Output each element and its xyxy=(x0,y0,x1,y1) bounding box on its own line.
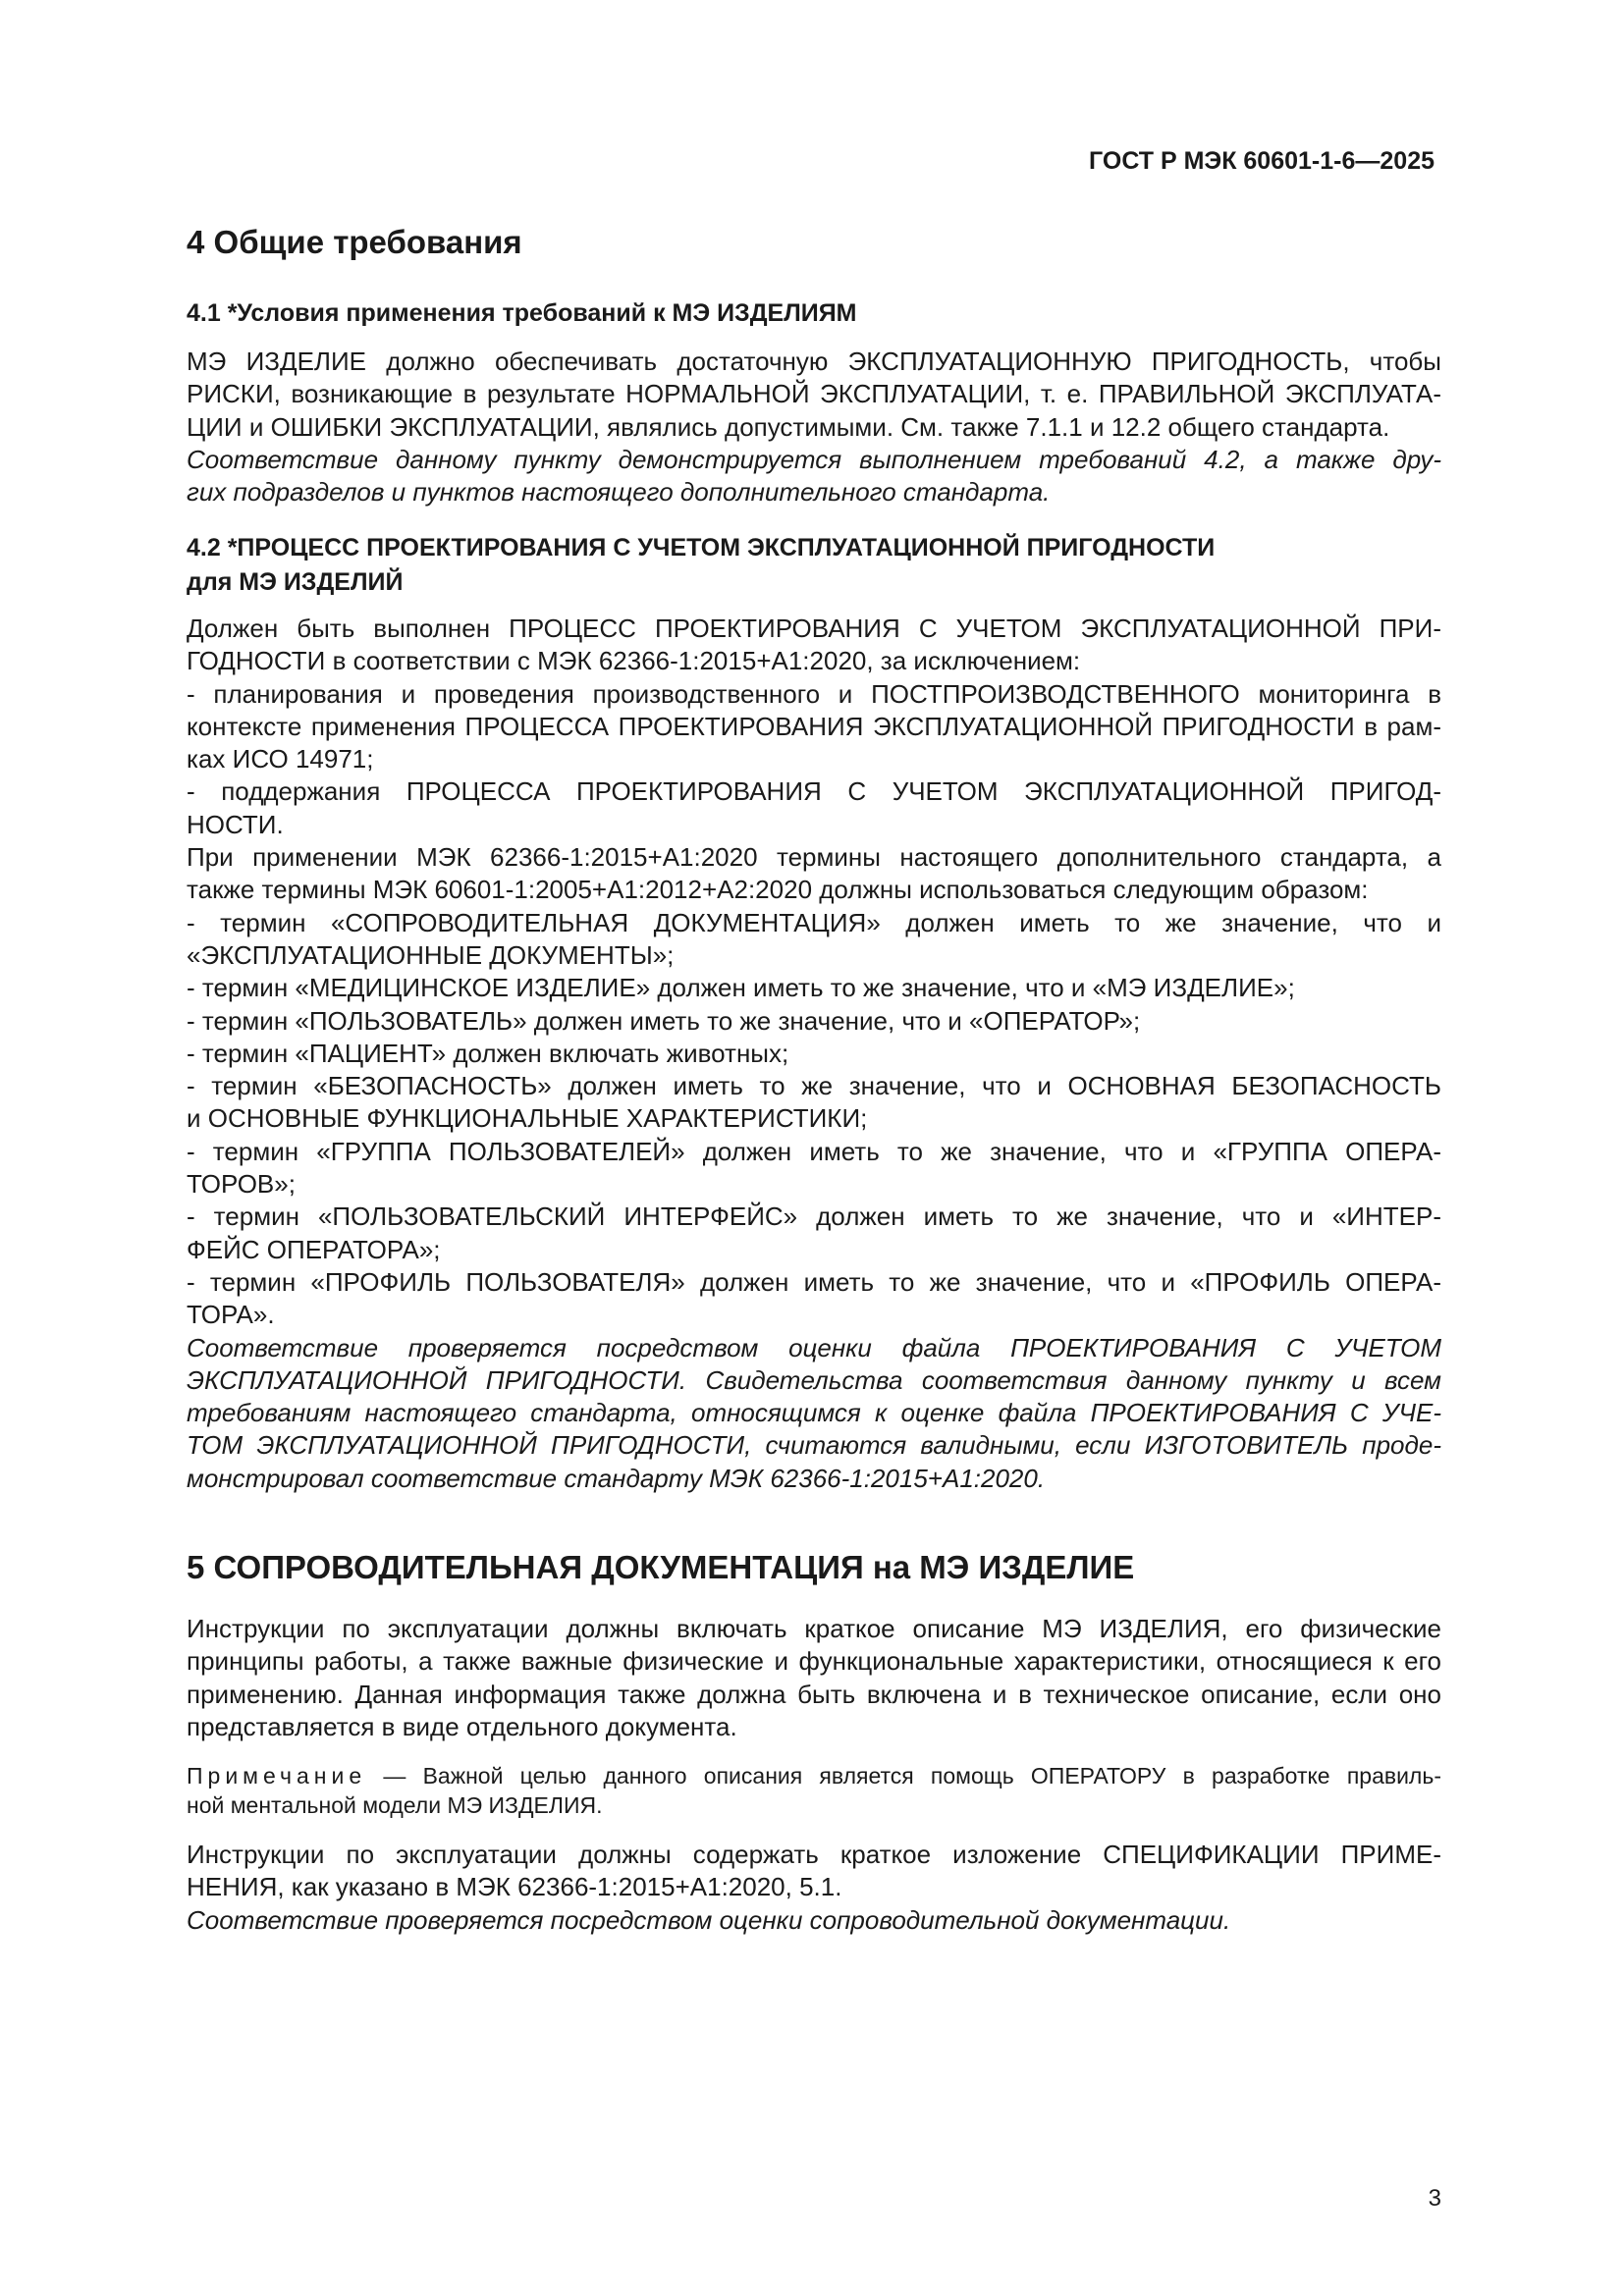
section-4-title: 4 Общие требования xyxy=(187,224,522,260)
note-line-1 xyxy=(187,1761,1441,1790)
subsection-4-1-body xyxy=(187,346,1441,508)
text-line: - термин «ГРУППА ПОЛЬЗОВАТЕЛЕЙ» должен иметь то же значение, что и «ГРУППА ОПЕРА- xyxy=(187,1136,1441,1166)
note-block xyxy=(187,1761,1441,1820)
compliance-text: Соответствие проверяется посредством оценки сопроводительной документации. xyxy=(187,1904,1231,1935)
text-line: «ЭКСПЛУАТАЦИОННЫЕ ДОКУМЕНТЫ»; xyxy=(187,939,675,970)
subsection-4-2-title-line1: 4.2 *ПРОЦЕСС ПРОЕКТИРОВАНИЯ С УЧЕТОМ ЭКСПЛУАТАЦИОННОЙ ПРИГОДНОСТИ xyxy=(187,534,1216,561)
subsection-4-2-body xyxy=(187,613,1441,1495)
compliance-text: Соответствие проверяется посредством оценки файла ПРОЕКТИРОВАНИЯ С УЧЕТОМ xyxy=(187,1332,1441,1362)
subsection-4-2-title xyxy=(187,531,1443,600)
text-line: - термин «ПОЛЬЗОВАТЕЛЬСКИЙ ИНТЕРФЕЙС» должен иметь то же значение, что и «ИНТЕР- xyxy=(187,1201,1441,1232)
text-line: представляется в виде отдельного документа. xyxy=(187,1711,737,1741)
text-line: также термины МЭК 60601-1:2005+А1:2012+А2:2020 должны использоваться следующим образом: xyxy=(187,875,1369,905)
text-line: - термин «ПОЛЬЗОВАТЕЛЬ» должен иметь то же значение, что и «ОПЕРАТОР»; xyxy=(187,1005,1141,1036)
compliance-text: монстрировал соответствие стандарту МЭК 62366-1:2015+А1:2020. xyxy=(187,1463,1046,1493)
compliance-text: ТОМ ЭКСПЛУАТАЦИОННОЙ ПРИГОДНОСТИ, считаются валидными, если ИЗГОТОВИТЕЛЬ продe- xyxy=(187,1430,1441,1461)
text-line: принципы работы, а также важные физические и функциональные характеристики, относящиеся к его xyxy=(187,1646,1441,1677)
text-line: - поддержания ПРОЦЕССА ПРОЕКТИРОВАНИЯ С УЧЕТОМ ЭКСПЛУАТАЦИОННОЙ ПРИГОД- xyxy=(187,776,1441,807)
text-line: применению. Данная информация также должна быть включена и в техническое описание, если оно xyxy=(187,1679,1441,1709)
text-line: При применении МЭК 62366-1:2015+А1:2020 термины настоящего дополнительного стандарта, а xyxy=(187,842,1441,873)
section-5-title: 5 СОПРОВОДИТЕЛЬНАЯ ДОКУМЕНТАЦИЯ на МЭ ИЗДЕЛИЕ xyxy=(187,1549,1135,1585)
text-line: НЕНИЯ, как указано в МЭК 62366-1:2015+А1:2020, 5.1. xyxy=(187,1872,842,1902)
text-line: ТОРА». xyxy=(187,1300,275,1330)
text-line: - термин «БЕЗОПАСНОСТЬ» должен иметь то же значение, что и ОСНОВНАЯ БЕЗОПАСНОСТЬ xyxy=(187,1071,1441,1101)
page-number: 3 xyxy=(1428,2185,1441,2212)
text-line: контексте применения ПРОЦЕССА ПРОЕКТИРОВАНИЯ ЭКСПЛУАТАЦИОННОЙ ПРИГОДНОСТИ в рам- xyxy=(187,711,1441,741)
section-5-para1 xyxy=(187,1613,1441,1743)
note-line-2: ной ментальной модели МЭ ИЗДЕЛИЯ. xyxy=(187,1792,603,1818)
text-line: Инструкции по эксплуатации должны включать краткое описание МЭ ИЗДЕЛИЯ, его физические xyxy=(187,1614,1441,1643)
text-line: Инструкции по эксплуатации должны содержать краткое изложение СПЕЦИФИКАЦИИ ПРИМЕ- xyxy=(187,1840,1441,1869)
compliance-text: требованиям настоящего стандарта, относящимся к оценке файла ПРОЕКТИРОВАНИЯ С УЧЕ- xyxy=(187,1398,1441,1428)
text-line: - термин «ПРОФИЛЬ ПОЛЬЗОВАТЕЛЯ» должен иметь то же значение, что и «ПРОФИЛЬ ОПЕРА- xyxy=(187,1266,1441,1297)
text-line: и ОСНОВНЫЕ ФУНКЦИОНАЛЬНЫЕ ХАРАКТЕРИСТИКИ; xyxy=(187,1103,868,1134)
text-line: РИСКИ, возникающие в результате НОРМАЛЬНОЙ ЭКСПЛУАТАЦИИ, т. е. ПРАВИЛЬНОЙ ЭКСПЛУАТА- xyxy=(187,379,1441,409)
standard-designation: ГОСТ Р МЭК 60601-1-6—2025 xyxy=(1089,147,1435,175)
text-line: ФЕЙС ОПЕРАТОРА»; xyxy=(187,1234,441,1264)
text-line: - термин «СОПРОВОДИТЕЛЬНАЯ ДОКУМЕНТАЦИЯ» должен иметь то же значение, что и xyxy=(187,907,1441,937)
text-line: - планирования и проведения производственного и ПОСТПРОИЗВОДСТВЕННОГО мониторинга в xyxy=(187,678,1441,709)
text-line: ЦИИ и ОШИБКИ ЭКСПЛУАТАЦИИ, являлись допустимыми. См. также 7.1.1 и 12.2 общего стандарта. xyxy=(187,411,1390,442)
subsection-4-1-title: 4.1 *Условия применения требований к МЭ ИЗДЕЛИЯМ xyxy=(187,299,857,327)
text-line: - термин «МЕДИЦИНСКОЕ ИЗДЕЛИЕ» должен иметь то же значение, что и «МЭ ИЗДЕЛИЕ»; xyxy=(187,973,1295,1003)
text-line: Должен быть выполнен ПРОЦЕСС ПРОЕКТИРОВАНИЯ С УЧЕТОМ ЭКСПЛУАТАЦИОННОЙ ПРИ- xyxy=(187,614,1441,643)
section-5-para2 xyxy=(187,1839,1441,1937)
compliance-text: ЭКСПЛУАТАЦИОННОЙ ПРИГОДНОСТИ. Свидетельства соответствия данному пункту и всем xyxy=(187,1364,1441,1395)
text-line: ках ИСО 14971; xyxy=(187,744,374,774)
subsection-4-2-title-line2: для МЭ ИЗДЕЛИЙ xyxy=(187,568,404,596)
note-text: — Важной целью данного описания является помощь ОПЕРАТОРУ в разработке правиль- xyxy=(366,1763,1441,1789)
note-label: Примечание xyxy=(187,1763,367,1789)
text-line: МЭ ИЗДЕЛИЕ должно обеспечивать достаточную ЭКСПЛУАТАЦИОННУЮ ПРИГОДНОСТЬ, чтобы xyxy=(187,347,1441,376)
text-line: - термин «ПАЦИЕНТ» должен включать животных; xyxy=(187,1038,789,1068)
compliance-text: Соответствие данному пункту демонстрируется выполнением требований 4.2, а также дру- xyxy=(187,444,1441,474)
text-line: ГОДНОСТИ в соответствии с МЭК 62366-1:2015+А1:2020, за исключением: xyxy=(187,646,1081,676)
text-line: НОСТИ. xyxy=(187,809,284,839)
compliance-text: гих подразделов и пунктов настоящего дополнительного стандарта. xyxy=(187,477,1051,507)
text-line: ТОРОВ»; xyxy=(187,1169,296,1200)
